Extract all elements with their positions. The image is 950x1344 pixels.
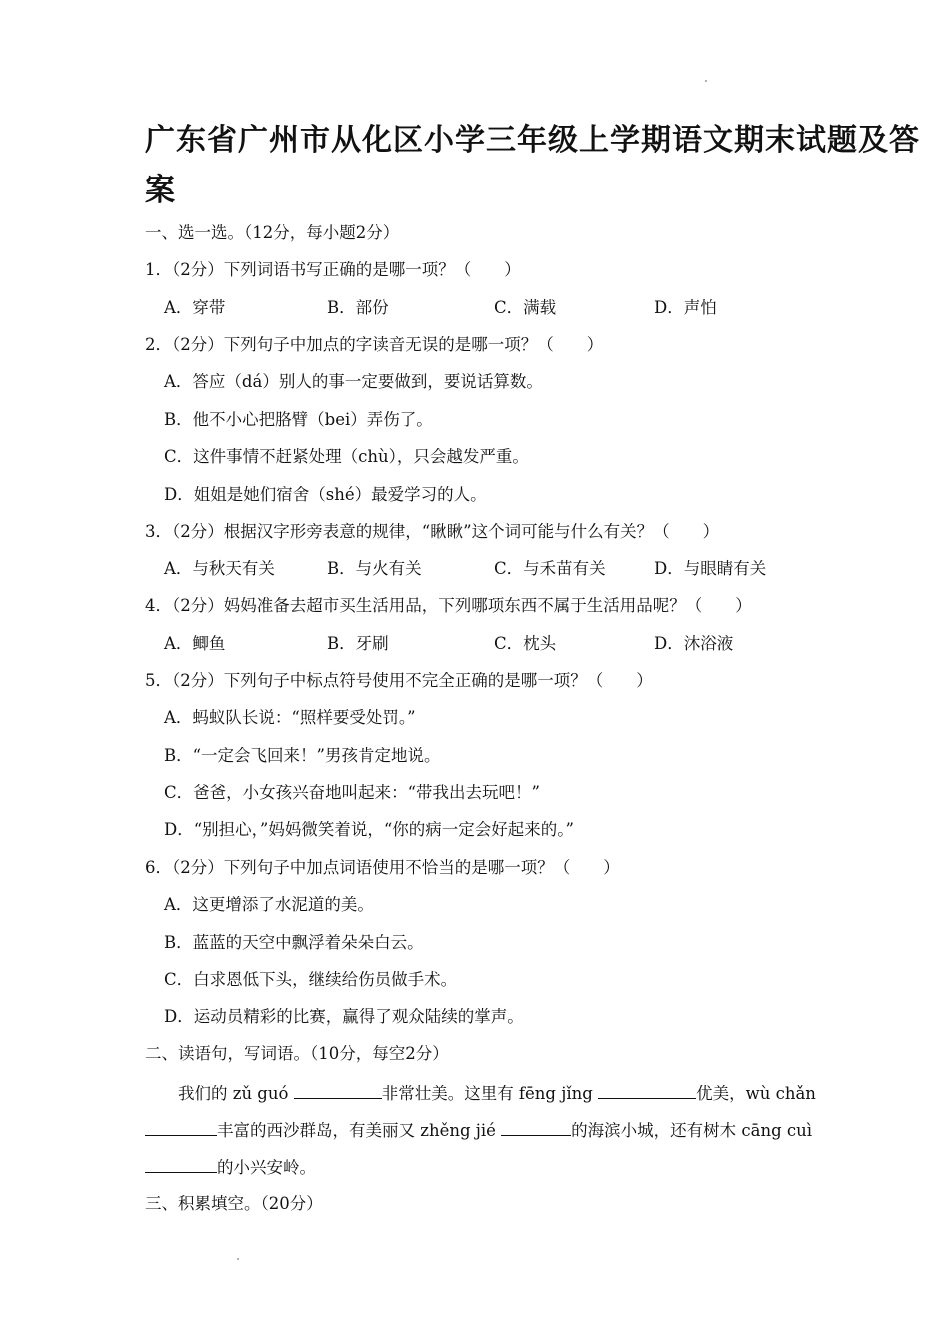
section-2-heading: 二、读语句，写词语。（10分，每空2分） bbox=[145, 1044, 449, 1063]
answer-blank[interactable] bbox=[145, 1158, 217, 1173]
fill-text: 的小兴安岭。 bbox=[217, 1158, 316, 1177]
fill-text: 优美，wù chǎn bbox=[696, 1084, 816, 1103]
answer-blank[interactable] bbox=[145, 1121, 217, 1136]
answer-blank[interactable] bbox=[294, 1084, 382, 1099]
fill-line-3 bbox=[145, 1158, 316, 1177]
question-5-option-b: B．“一定会飞回来！”男孩肯定地说。 bbox=[164, 746, 441, 765]
question-4-option-a: A．鲫鱼 bbox=[164, 634, 226, 653]
question-4-option-c: C．枕头 bbox=[494, 634, 557, 653]
question-6-option-a: A．这更增添了水泥道的美。 bbox=[164, 895, 374, 914]
section-3-heading: 三、积累填空。（20分） bbox=[145, 1194, 323, 1213]
question-6-option-c: C．白求恩低下头，继续给伤员做手术。 bbox=[164, 970, 458, 989]
page-title: 广东省广州市从化区小学三年级上学期语文期末试题及答 bbox=[145, 123, 920, 158]
question-5-option-d: D．“别担心，”妈妈微笑着说，“你的病一定会好起来的。” bbox=[164, 820, 574, 839]
question-6-option-d: D．运动员精彩的比赛，赢得了观众陆续的掌声。 bbox=[164, 1007, 524, 1026]
question-3-option-b: B．与火有关 bbox=[327, 559, 422, 578]
fill-text: 非常壮美。这里有 fēng jǐng bbox=[381, 1084, 599, 1103]
question-4-stem: 4．（2分）妈妈准备去超市买生活用品，下列哪项东西不属于生活用品呢？（ ） bbox=[145, 596, 752, 615]
question-1-stem: 1．（2分）下列词语书写正确的是哪一项？（ ） bbox=[145, 260, 521, 279]
answer-blank[interactable] bbox=[598, 1084, 696, 1099]
question-2-option-b: B．他不小心把胳臂（bei）弄伤了。 bbox=[164, 410, 433, 429]
question-5-option-a: A．蚂蚁队长说：“照样要受处罚。” bbox=[164, 708, 416, 727]
page-title-continued: 案 bbox=[145, 173, 176, 208]
answer-blank[interactable] bbox=[501, 1121, 571, 1136]
question-3-option-c: C．与禾苗有关 bbox=[494, 559, 606, 578]
section-1-heading: 一、选一选。（12分，每小题2分） bbox=[145, 223, 400, 242]
fill-text: 丰富的西沙群岛，有美丽又 zhěng jié bbox=[217, 1121, 502, 1140]
question-1-option-a: A．穿带 bbox=[164, 298, 226, 317]
question-1-option-d: D．声怕 bbox=[654, 298, 717, 317]
scan-dot bbox=[705, 80, 707, 82]
question-2-stem: 2．（2分）下列句子中加点的字读音无误的是哪一项？（ ） bbox=[145, 335, 604, 354]
fill-line-2 bbox=[145, 1121, 812, 1140]
fill-line-1 bbox=[178, 1084, 816, 1103]
question-3-stem: 3．（2分）根据汉字形旁表意的规律，“瞅瞅”这个词可能与什么有关？（ ） bbox=[145, 522, 720, 541]
question-2-option-a: A．答应（dá）别人的事一定要做到，要说话算数。 bbox=[164, 372, 543, 391]
question-3-option-d: D．与眼睛有关 bbox=[654, 559, 767, 578]
scan-dot bbox=[237, 1258, 239, 1260]
question-1-option-b: B．部份 bbox=[327, 298, 389, 317]
question-6-stem: 6．（2分）下列句子中加点词语使用不恰当的是哪一项？（ ） bbox=[145, 858, 620, 877]
question-5-stem: 5．（2分）下列句子中标点符号使用不完全正确的是哪一项？（ ） bbox=[145, 671, 653, 690]
question-6-option-b: B．蓝蓝的天空中飘浮着朵朵白云。 bbox=[164, 933, 424, 952]
fill-text: 的海滨小城，还有树木 cāng cuì bbox=[571, 1121, 813, 1140]
question-2-option-d: D．姐姐是她们宿舍（shé）最爱学习的人。 bbox=[164, 485, 487, 504]
question-5-option-c: C．爸爸，小女孩兴奋地叫起来：“带我出去玩吧！” bbox=[164, 783, 540, 802]
question-3-option-a: A．与秋天有关 bbox=[164, 559, 275, 578]
question-4-option-d: D．沐浴液 bbox=[654, 634, 734, 653]
question-1-option-c: C．满载 bbox=[494, 298, 557, 317]
question-4-option-b: B．牙刷 bbox=[327, 634, 389, 653]
fill-text: 我们的 zǔ guó bbox=[178, 1084, 294, 1103]
question-2-option-c: C．这件事情不赶紧处理（chù），只会越发严重。 bbox=[164, 447, 529, 466]
